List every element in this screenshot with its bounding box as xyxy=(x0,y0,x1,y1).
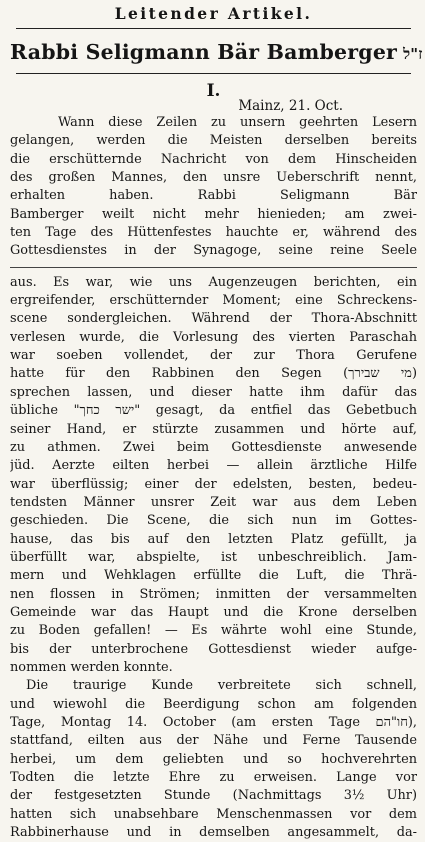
text-line: Gemeinde war das Haupt und die Krone derselben xyxy=(10,604,417,620)
text-line: erhalten haben. Rabbi Seligmann Bär xyxy=(10,188,417,204)
text-line: stattfand, eilten aus der Nähe und Ferne Tausende xyxy=(10,733,417,749)
text-line: gelangen, werden die Meisten derselben bereits xyxy=(10,133,417,149)
text-line: die erschütternde Nachricht von dem Hinscheiden xyxy=(10,151,417,167)
text-line: Bamberger weilt nicht mehr hienieden; am zwei- xyxy=(10,206,417,222)
text-line: aus. Es war, wie uns Augenzeugen berichten, ein xyxy=(10,274,417,290)
text-line: nen flossen in Strömen; inmitten der versammelten xyxy=(10,586,417,602)
section-label: Leitender Artikel. xyxy=(114,4,313,23)
text-line: geschieden. Die Scene, die sich nun im Gottes- xyxy=(10,513,417,529)
text-line: hause, das bis auf den letzten Platz gefüllt, ja xyxy=(10,531,417,547)
headline-rule xyxy=(16,73,411,74)
top-rule xyxy=(16,28,411,29)
text-line: Rabbinerhause und in demselben angesammelt, da- xyxy=(10,825,417,841)
text-line: Die traurige Kunde verbreitete sich schnell, xyxy=(26,678,417,694)
article-headline xyxy=(10,37,423,69)
text-line: seiner Hand, er stürzte zusammen und hörte auf, xyxy=(10,421,417,437)
text-line: übliche "ישר כחך" gesagt, da entfiel das Gebetbuch xyxy=(10,403,417,419)
text-line: Tage, Montag 14. October (am ersten Tage חו"הם), xyxy=(10,715,417,730)
text-line: war überflüssig; einer der edelsten, besten, bedeu- xyxy=(10,476,417,492)
text-line: war soeben vollendet, der zur Thora Gerufene xyxy=(10,348,417,364)
text-line: jüd. Aerzte eilten herbei — allein ärztliche Hilfe xyxy=(10,458,417,474)
text-line: tendsten Männer unsrer Zeit war aus dem Leben xyxy=(10,494,417,510)
text-line: sprechen lassen, und dieser hatte ihm dafür das xyxy=(10,384,417,400)
headline-hebrew-mark: ז"ל xyxy=(403,45,423,63)
text-line: des großen Mannes, den unsre Ueberschrift nennt, xyxy=(10,170,417,186)
text-line: bis der unterbrochene Gottesdienst wieder aufge- xyxy=(10,641,417,657)
column-divider xyxy=(10,267,417,268)
dateline: Mainz, 21. Oct. xyxy=(238,98,343,114)
text-line: der festgesetzten Stunde (Nachmittags 3½ Uhr) xyxy=(10,788,417,804)
text-line: hatten sich unabsehbare Menschenmassen vor dem xyxy=(10,806,417,822)
text-line: zu athmen. Zwei beim Gottesdienste anwesende xyxy=(10,439,417,455)
text-line: ergreifender, erschütternder Moment; eine Schreckens- xyxy=(10,293,417,309)
text-line: herbei, um dem geliebten und so hochverehrten xyxy=(10,751,417,767)
text-line: Gottesdienstes in der Synagoge, seine reine Seele xyxy=(10,243,417,259)
text-line: scene sondergleichen. Während der Thora-Abschnitt xyxy=(10,311,417,327)
text-line: ten Tage des Hüttenfestes hauchte er, während des xyxy=(10,225,417,241)
text-line: Todten die letzte Ehre zu erweisen. Lange vor xyxy=(10,770,417,786)
column-two xyxy=(10,274,417,842)
text-line: und wiewohl die Beerdigung schon am folgenden xyxy=(10,696,417,712)
text-line: überfüllt war, abspielte, ist unbeschreiblich. Jam- xyxy=(10,549,417,565)
text-line: Wann diese Zeilen zu unsern geehrten Lesern xyxy=(58,115,417,130)
text-line: zu Boden gefallen! — Es währte wohl eine Stunde, xyxy=(10,623,417,639)
text-line: mern und Wehklagen erfüllte die Luft, die Thrä- xyxy=(10,568,417,584)
part-number: I. xyxy=(206,81,221,101)
headline-title: Rabbi Seligmann Bär Bamberger xyxy=(10,40,398,64)
text-line: hatte für den Rabbinen den Segen (מי שבירך) xyxy=(10,366,417,382)
text-line: verlesen wurde, die Vorlesung des vierten Paraschah xyxy=(10,329,417,345)
text-line: nommen werden konnte. xyxy=(10,659,173,675)
column-one xyxy=(10,114,417,261)
